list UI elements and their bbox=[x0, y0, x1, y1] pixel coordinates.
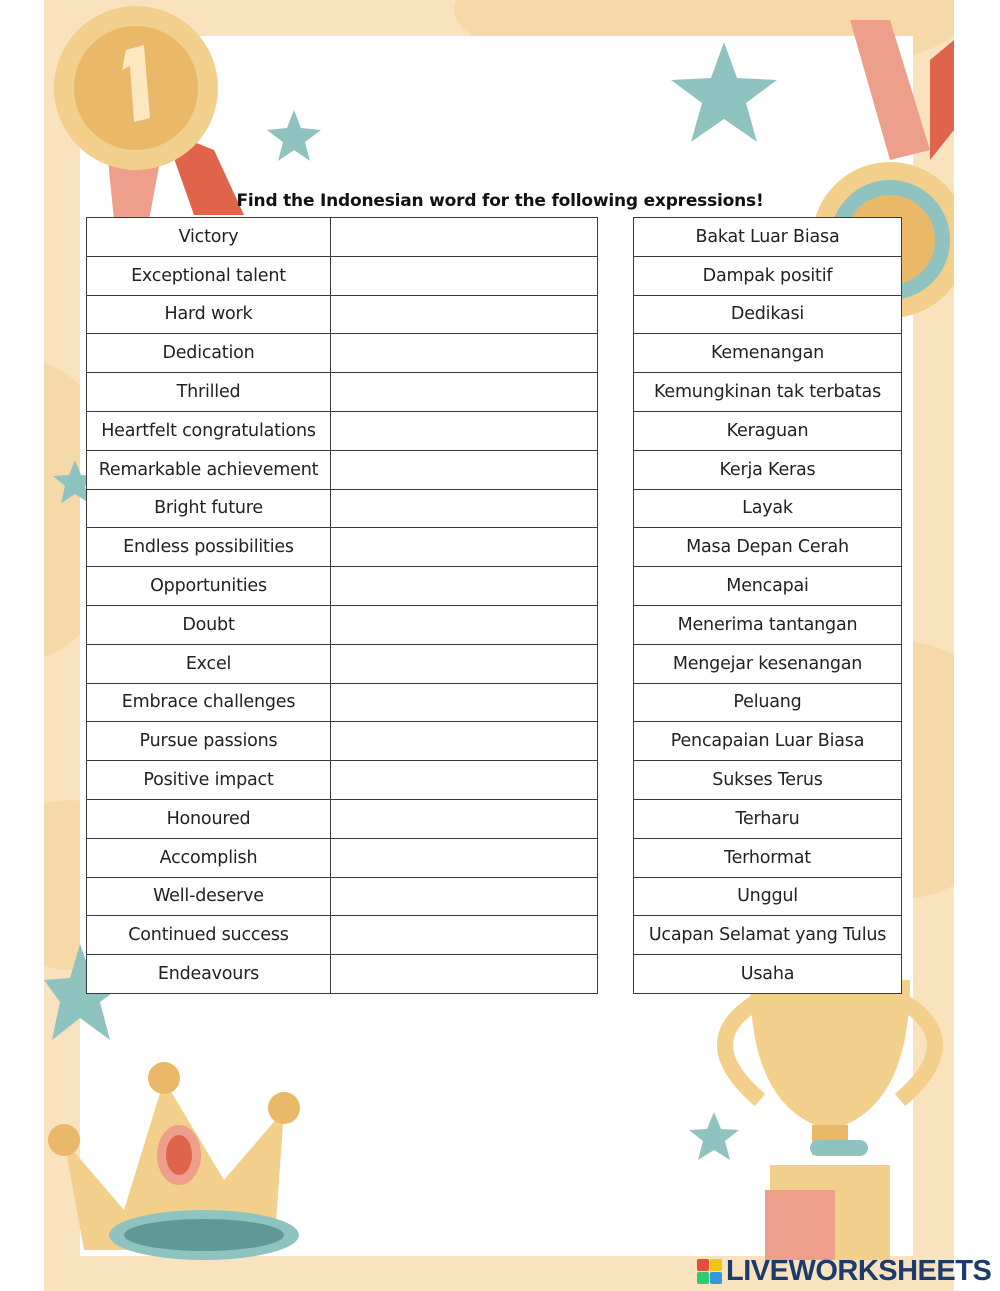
answer-field[interactable] bbox=[331, 567, 598, 606]
english-term: Remarkable achievement bbox=[87, 450, 331, 489]
table-row bbox=[87, 799, 598, 838]
table-row bbox=[87, 722, 598, 761]
table-row bbox=[634, 644, 902, 683]
table-row bbox=[634, 799, 902, 838]
english-term: Hard work bbox=[87, 295, 331, 334]
table-row bbox=[634, 722, 902, 761]
indonesian-term: Kemungkinan tak terbatas bbox=[634, 373, 902, 412]
indonesian-term: Terhormat bbox=[634, 838, 902, 877]
table-row bbox=[87, 838, 598, 877]
english-term: Opportunities bbox=[87, 567, 331, 606]
answer-field[interactable] bbox=[331, 373, 598, 412]
table-row bbox=[634, 683, 902, 722]
word-bank-table bbox=[633, 217, 902, 994]
table-row bbox=[87, 373, 598, 412]
indonesian-term: Keraguan bbox=[634, 411, 902, 450]
star-icon bbox=[264, 108, 324, 164]
answer-field[interactable] bbox=[331, 528, 598, 567]
table-row bbox=[87, 450, 598, 489]
crown-icon bbox=[44, 1050, 314, 1270]
english-term: Pursue passions bbox=[87, 722, 331, 761]
english-term: Dedication bbox=[87, 334, 331, 373]
table-row bbox=[634, 605, 902, 644]
english-term: Continued success bbox=[87, 916, 331, 955]
table-row bbox=[87, 761, 598, 800]
english-term: Well-deserve bbox=[87, 877, 331, 916]
answer-field[interactable] bbox=[331, 683, 598, 722]
table-row bbox=[634, 334, 902, 373]
table-row bbox=[87, 528, 598, 567]
table-row bbox=[87, 955, 598, 994]
table-row bbox=[634, 295, 902, 334]
table-row bbox=[87, 877, 598, 916]
english-term: Thrilled bbox=[87, 373, 331, 412]
table-row bbox=[634, 528, 902, 567]
english-term: Excel bbox=[87, 644, 331, 683]
indonesian-term: Layak bbox=[634, 489, 902, 528]
table-row bbox=[87, 489, 598, 528]
answer-field[interactable] bbox=[331, 916, 598, 955]
table-row bbox=[87, 256, 598, 295]
table-row bbox=[634, 373, 902, 412]
indonesian-term: Usaha bbox=[634, 955, 902, 994]
table-row bbox=[634, 256, 902, 295]
worksheet-title: Find the Indonesian word for the following expressions! bbox=[236, 191, 764, 211]
table-row bbox=[634, 761, 902, 800]
table-row bbox=[87, 295, 598, 334]
table-row bbox=[634, 411, 902, 450]
answer-field[interactable] bbox=[331, 722, 598, 761]
answer-field[interactable] bbox=[331, 644, 598, 683]
table-row bbox=[634, 489, 902, 528]
english-term: Accomplish bbox=[87, 838, 331, 877]
indonesian-term: Menerima tantangan bbox=[634, 605, 902, 644]
english-term: Exceptional talent bbox=[87, 256, 331, 295]
indonesian-term: Kemenangan bbox=[634, 334, 902, 373]
table-row bbox=[634, 218, 902, 257]
indonesian-term: Mencapai bbox=[634, 567, 902, 606]
indonesian-term: Mengejar kesenangan bbox=[634, 644, 902, 683]
indonesian-term: Unggul bbox=[634, 877, 902, 916]
answer-field[interactable] bbox=[331, 605, 598, 644]
answer-field[interactable] bbox=[331, 411, 598, 450]
table-row bbox=[87, 683, 598, 722]
table-row bbox=[87, 411, 598, 450]
indonesian-term: Terharu bbox=[634, 799, 902, 838]
table-row bbox=[87, 916, 598, 955]
indonesian-term: Bakat Luar Biasa bbox=[634, 218, 902, 257]
table-row bbox=[634, 567, 902, 606]
indonesian-term: Dampak positif bbox=[634, 256, 902, 295]
english-term: Victory bbox=[87, 218, 331, 257]
indonesian-term: Peluang bbox=[634, 683, 902, 722]
answer-field[interactable] bbox=[331, 955, 598, 994]
english-term: Honoured bbox=[87, 799, 331, 838]
liveworksheets-logo bbox=[697, 1256, 991, 1286]
table-row bbox=[634, 955, 902, 994]
indonesian-term: Ucapan Selamat yang Tulus bbox=[634, 916, 902, 955]
english-term: Endless possibilities bbox=[87, 528, 331, 567]
english-term: Endeavours bbox=[87, 955, 331, 994]
table-row bbox=[634, 877, 902, 916]
star-icon bbox=[686, 1110, 742, 1166]
english-term: Doubt bbox=[87, 605, 331, 644]
logo-text: LIVEWORKSHEETS bbox=[726, 1254, 992, 1287]
indonesian-term: Dedikasi bbox=[634, 295, 902, 334]
answer-field[interactable] bbox=[331, 489, 598, 528]
answer-field[interactable] bbox=[331, 218, 598, 257]
answer-field[interactable] bbox=[331, 838, 598, 877]
table-row bbox=[634, 450, 902, 489]
table-row bbox=[634, 838, 902, 877]
answer-field[interactable] bbox=[331, 295, 598, 334]
expressions-table bbox=[86, 217, 598, 994]
table-row bbox=[87, 218, 598, 257]
english-term: Positive impact bbox=[87, 761, 331, 800]
answer-field[interactable] bbox=[331, 256, 598, 295]
answer-field[interactable] bbox=[331, 334, 598, 373]
indonesian-term: Masa Depan Cerah bbox=[634, 528, 902, 567]
table-row bbox=[634, 916, 902, 955]
english-term: Heartfelt congratulations bbox=[87, 411, 331, 450]
answer-field[interactable] bbox=[331, 877, 598, 916]
logo-squares-icon bbox=[697, 1259, 722, 1284]
table-row bbox=[87, 644, 598, 683]
answer-field[interactable] bbox=[331, 799, 598, 838]
table-row bbox=[87, 334, 598, 373]
table-row bbox=[87, 605, 598, 644]
table-row bbox=[87, 567, 598, 606]
answer-field[interactable] bbox=[331, 450, 598, 489]
star-icon bbox=[664, 40, 784, 150]
indonesian-term: Kerja Keras bbox=[634, 450, 902, 489]
answer-field[interactable] bbox=[331, 761, 598, 800]
indonesian-term: Sukses Terus bbox=[634, 761, 902, 800]
english-term: Embrace challenges bbox=[87, 683, 331, 722]
english-term: Bright future bbox=[87, 489, 331, 528]
indonesian-term: Pencapaian Luar Biasa bbox=[634, 722, 902, 761]
